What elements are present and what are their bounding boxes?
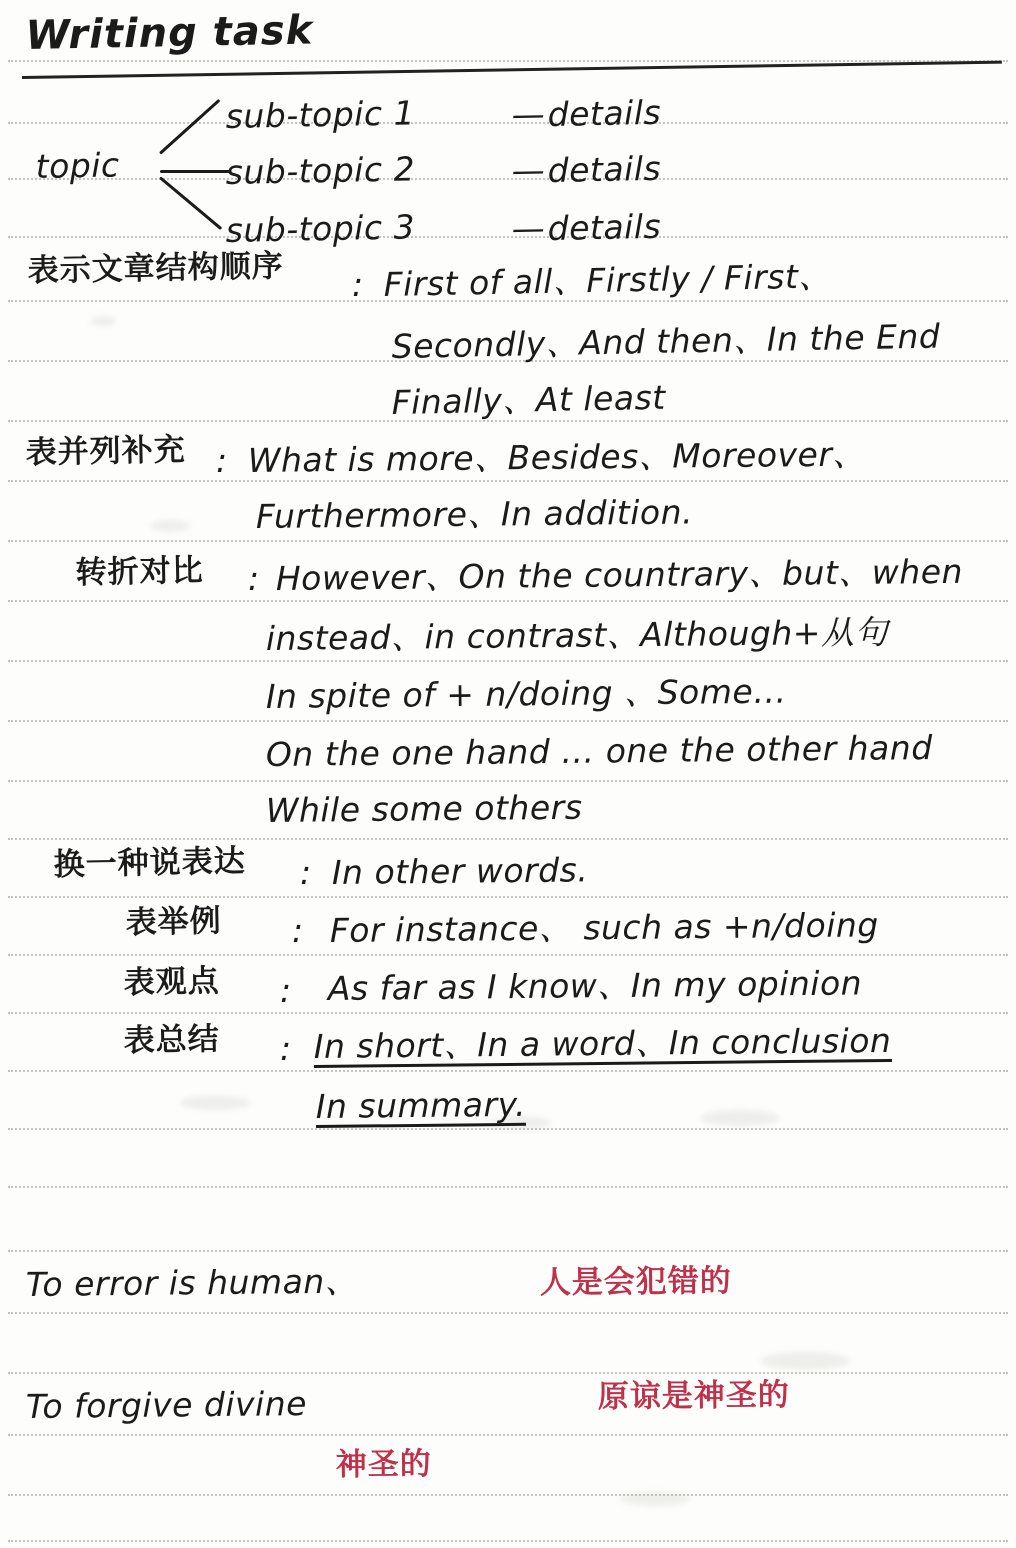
rule-line [8, 600, 1008, 602]
outline-branch-2-dash: — [511, 150, 546, 190]
section-5-label: 表举例 [125, 903, 223, 941]
section-3-colon: : [248, 559, 260, 598]
rule-line [8, 780, 1008, 782]
outline-topic-label: topic [35, 145, 120, 186]
section-6-line-1: As far as I know、In my opinion [327, 963, 863, 1008]
section-7-colon: : [280, 1029, 292, 1068]
outline-branch-3-detail: details [547, 206, 662, 248]
outline-branch-3: sub-topic 3 [225, 207, 416, 250]
rule-line [8, 1372, 1008, 1374]
rule-line [8, 1250, 1008, 1252]
rule-line [8, 480, 1008, 482]
quote-line-2-chinese-extra: 神圣的 [335, 1445, 433, 1483]
rule-line [8, 60, 1008, 62]
quote-line-1-english: To error is human、 [25, 1261, 359, 1304]
rule-line [8, 540, 1008, 542]
quote-line-1-chinese: 人是会犯错的 [539, 1262, 733, 1301]
section-1-line-2: Secondly、And then、In the End [391, 316, 941, 366]
section-5-line-1: For instance、 such as +n/doing [329, 905, 879, 950]
paper-smudge [90, 316, 116, 326]
section-3-line-1: However、On the countrary、but、when [275, 551, 964, 598]
section-2-line-2: Furthermore、In addition. [255, 492, 694, 536]
section-7-line-1: In short、In a word、In conclusion [313, 1020, 892, 1067]
rule-line [8, 1012, 1008, 1014]
paper-smudge [150, 520, 190, 532]
outline-branch-1-detail: details [547, 92, 662, 134]
paper-smudge [180, 1096, 250, 1110]
page-title: Writing task [25, 7, 314, 59]
section-1-label: 表示文章结构顺序 [27, 248, 284, 289]
rule-line [8, 1540, 1008, 1542]
outline-branch-2: sub-topic 2 [225, 149, 416, 192]
outline-branch-2-detail: details [547, 148, 662, 190]
quote-line-2-english-to: To forgive divine [25, 1384, 308, 1426]
quote-line-2-chinese: 原谅是神圣的 [597, 1376, 791, 1415]
rule-line [8, 236, 1008, 238]
rule-line [8, 838, 1008, 840]
title-underline [22, 61, 1002, 79]
section-3-line-4: On the one hand … one the other hand [265, 728, 933, 774]
section-6-colon: : [280, 971, 292, 1010]
section-2-colon: : [216, 441, 228, 480]
section-7-line-2: In summary. [315, 1084, 527, 1127]
rule-line [8, 660, 1008, 662]
rule-line [8, 896, 1008, 898]
outline-brace-upper [159, 99, 220, 155]
outline-brace-middle [160, 170, 230, 173]
section-1-line-1: First of all、Firstly / First、 [383, 256, 833, 304]
rule-line [8, 178, 1008, 180]
rule-line [8, 720, 1008, 722]
outline-brace-lower [159, 176, 222, 230]
outline-branch-1-dash: — [511, 94, 546, 134]
section-5-colon: : [292, 911, 304, 950]
rule-line [8, 1494, 1008, 1496]
paper-smudge [700, 1110, 780, 1126]
rule-line [8, 954, 1008, 956]
section-2-label: 表并列补充 [25, 431, 187, 471]
section-3-line-2: instead、in contrast、Although+从句 [265, 612, 889, 658]
rule-line [8, 1070, 1008, 1072]
section-3-line-3: In spite of + n/doing 、Some… [265, 671, 787, 716]
outline-branch-3-dash: — [511, 208, 546, 248]
rule-line [8, 1186, 1008, 1188]
section-3-label: 转折对比 [75, 552, 205, 591]
section-2-line-1: What is more、Besides、Moreover、 [247, 434, 867, 480]
section-6-label: 表观点 [123, 963, 221, 1001]
section-4-colon: : [300, 853, 312, 892]
paper-smudge [760, 1352, 850, 1370]
section-4-label: 换一种说表达 [53, 843, 247, 883]
rule-line [8, 420, 1008, 422]
section-1-line-3: Finally、At least [391, 377, 666, 422]
section-7-label: 表总结 [123, 1021, 221, 1059]
rule-line [8, 122, 1008, 124]
paper-smudge [620, 1492, 690, 1506]
section-1-colon: : [352, 265, 364, 304]
section-3-line-5: While some others [265, 787, 583, 830]
rule-line [8, 1312, 1008, 1314]
outline-branch-1: sub-topic 1 [225, 93, 416, 136]
rule-line [8, 1434, 1008, 1436]
section-4-line-1: In other words. [331, 850, 589, 892]
